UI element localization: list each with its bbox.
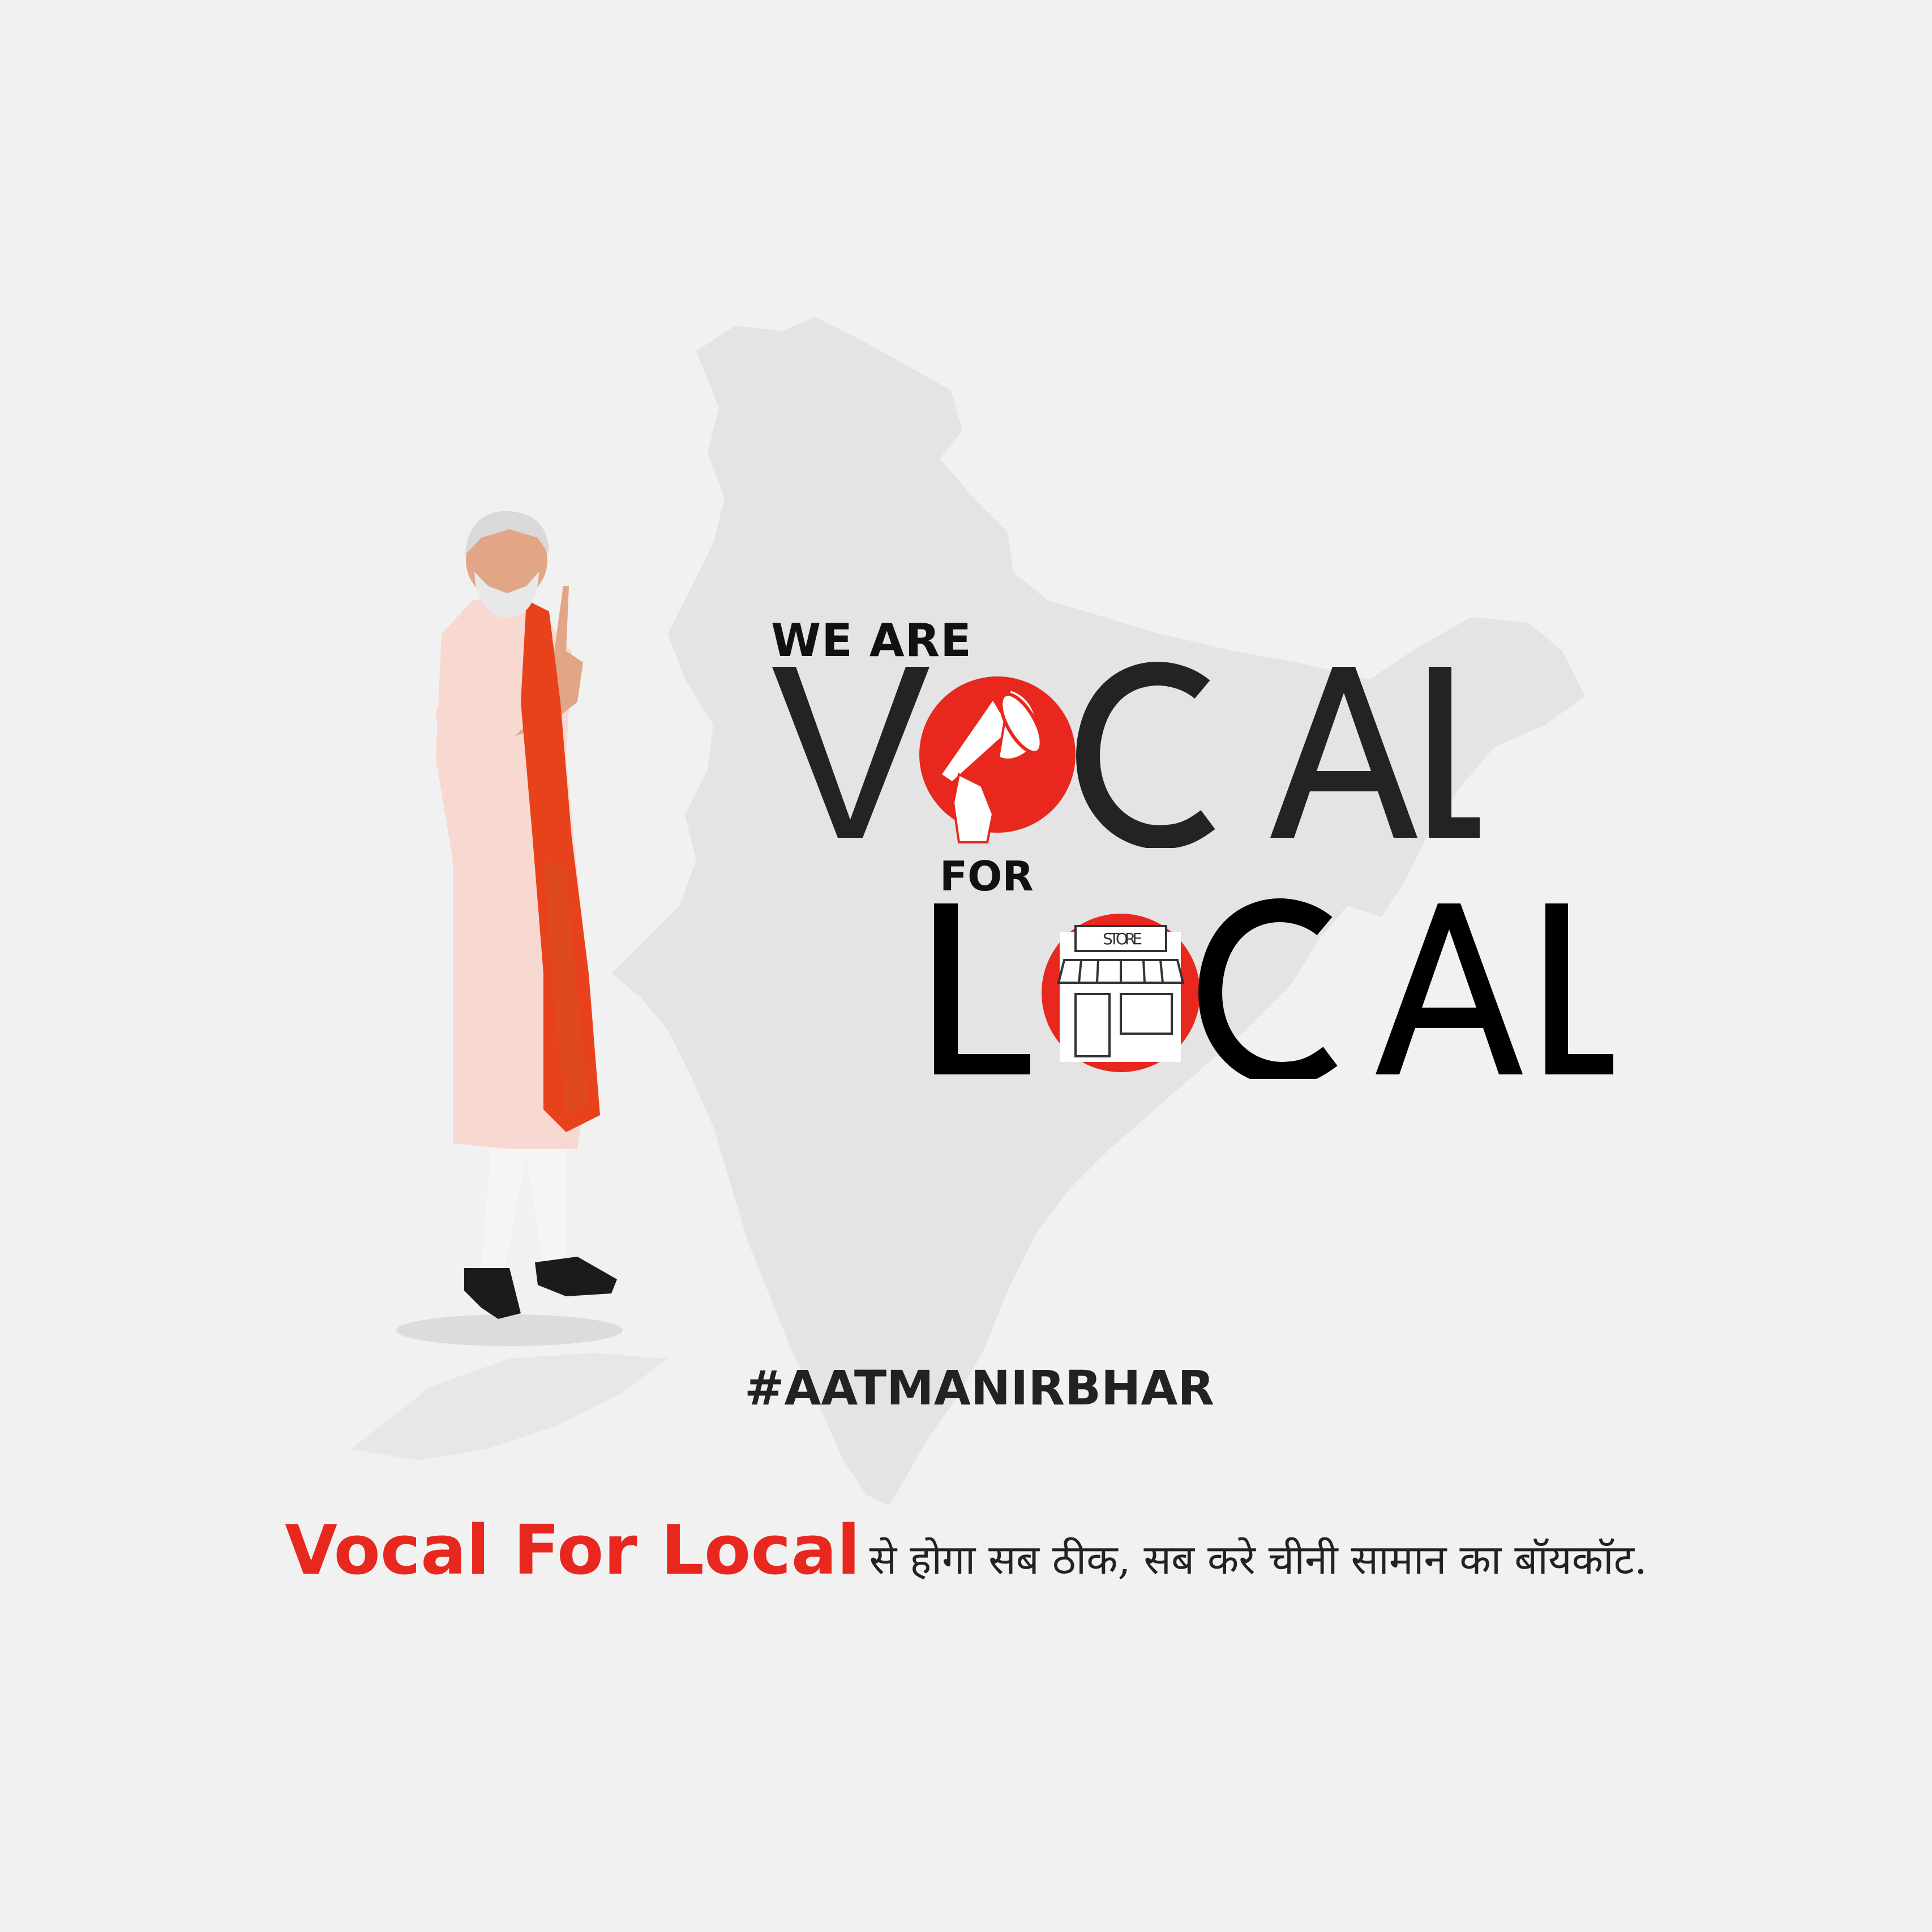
headline-we-are: WE ARE xyxy=(771,614,972,667)
headline-local-svg xyxy=(934,892,1613,1079)
leader-figure-illustration xyxy=(340,464,747,1370)
headline-local xyxy=(934,892,1613,1079)
left-sandal xyxy=(464,1268,521,1319)
letter-l xyxy=(934,903,1030,1074)
letter-c xyxy=(1088,674,1208,837)
tagline-english: Vocal For Local xyxy=(285,1511,860,1590)
megaphone-fist-icon xyxy=(919,676,1076,842)
tagline-hindi: से होगा सब ठीक, सब करे चीनी सामान का बॉयकॉट. xyxy=(869,1536,1647,1583)
headline-vocal-svg xyxy=(772,656,1480,848)
letter-c xyxy=(1210,910,1330,1074)
store-front-icon xyxy=(1042,914,1200,1072)
tagline xyxy=(0,1511,1932,1590)
letter-l xyxy=(1545,903,1613,1074)
trousers xyxy=(481,1132,566,1274)
hashtag-aatmanirbhar: #AATMANIRBHAR xyxy=(744,1360,1215,1416)
store-sign-label: STORE xyxy=(1102,929,1140,948)
figure-shadow xyxy=(396,1314,623,1346)
headline-for: FOR xyxy=(940,853,1034,900)
headline-vocal xyxy=(772,656,1480,848)
letter-a xyxy=(1376,903,1523,1074)
letter-a xyxy=(1270,667,1417,838)
letter-l xyxy=(1429,667,1480,838)
letter-v xyxy=(772,667,929,838)
right-sandal xyxy=(535,1257,617,1296)
